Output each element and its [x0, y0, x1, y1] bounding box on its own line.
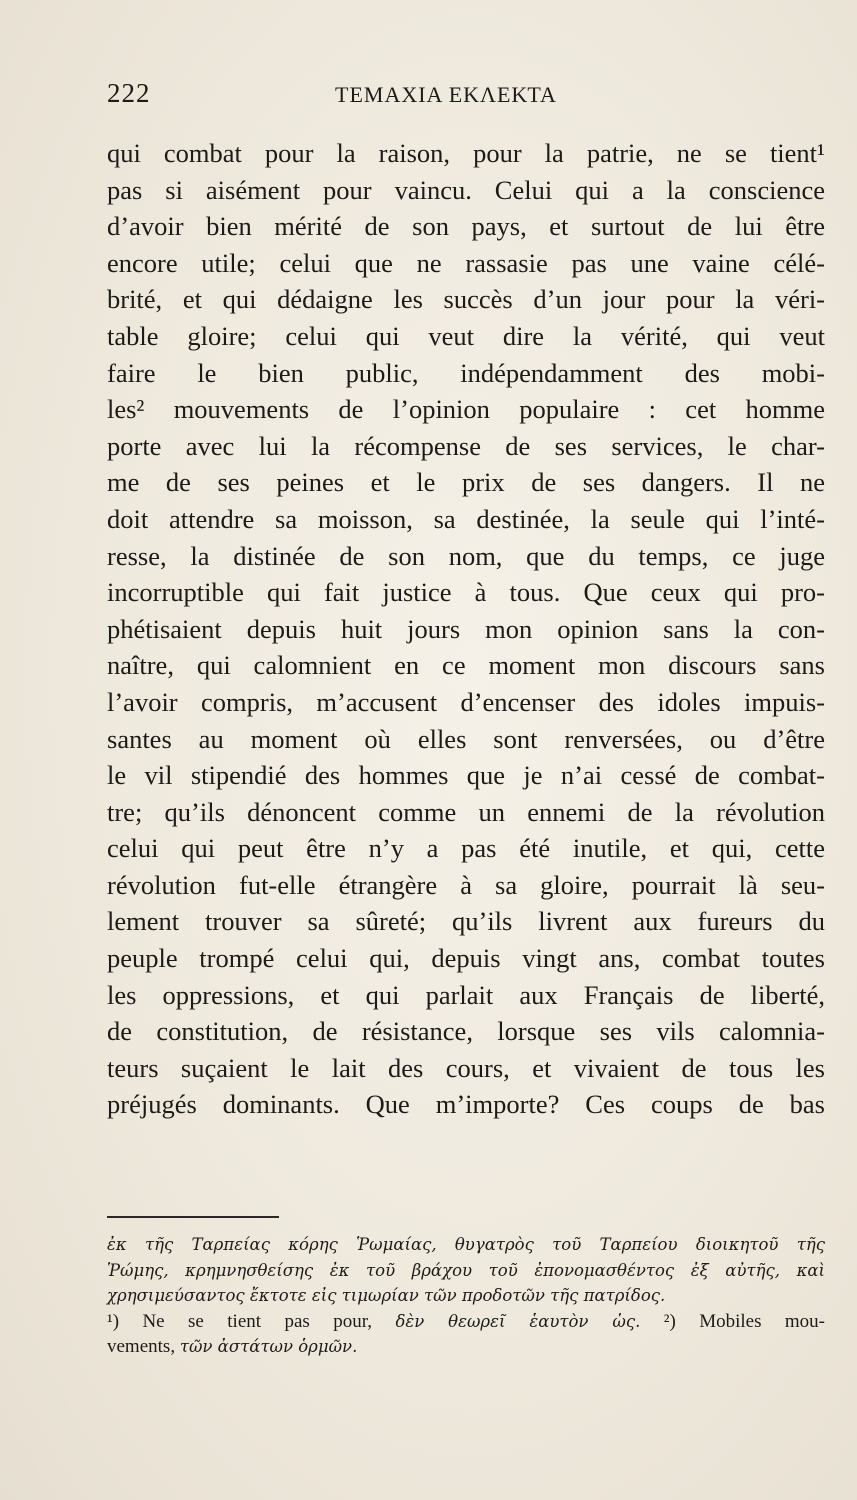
text-line: d’avoir bien mérité de son pays, et surtout de lui être [107, 211, 825, 242]
footnote-greek-line: χρησιμεύσαντος ἔκτοτε εἰς τιμωρίαν τῶν προδοτῶν τῆς πατρίδος. [107, 1286, 666, 1305]
text-line: pas si aisément pour vaincu. Celui qui a la conscience [107, 174, 825, 205]
text-line: brité, et qui dédaigne les succès d’un jour pour la véri- [107, 284, 825, 315]
text-line: tre; qu’ils dénoncent comme un ennemi de la révolution [107, 796, 825, 827]
running-title: ΤΕΜΑΧΙΑ ΕΚΛΕΚΤΑ [335, 82, 557, 107]
text-line: phétisaient depuis huit jours mon opinion sans la con- [107, 613, 825, 644]
text-line: me de ses peines et le prix de ses dangers. Il ne [107, 467, 825, 498]
page-number: 222 [107, 78, 151, 108]
text-line: incorruptible qui fait justice à tous. Que ceux qui pro- [107, 577, 825, 608]
body-text [107, 135, 825, 1123]
text-line: qui combat pour la raison, pour la patrie, ne se tient¹ [107, 138, 825, 168]
footnote-notes-line [107, 1309, 825, 1335]
text-line: le vil stipendié des hommes que je n’ai cessé de combat- [107, 760, 825, 791]
text-line: l’avoir compris, m’accusent d’encenser des idoles impuis- [107, 686, 825, 717]
footnote-notes-line [107, 1334, 825, 1360]
text-line: peuple trompé celui qui, depuis vingt ans, combat toutes [107, 943, 825, 974]
footnote-2-text: Mobiles mou- [699, 1310, 826, 1332]
text-line: porte avec lui la récompense de ses services, le char- [107, 430, 825, 461]
text-line: lement trouver sa sûreté; qu’ils livrent aux fureurs du [107, 906, 825, 937]
text-line: les² mouvements de l’opinion populaire : cet homme [107, 394, 825, 425]
text-line: santes au moment où elles sont renversées, ou d’être [107, 723, 825, 754]
footnote-1-text: Ne se tient pas pour, [142, 1310, 373, 1332]
footnote-greek-line: ἐκ τῆς Ταρπείας κόρης Ῥωμαίας, θυγατρὸς τοῦ Ταρπείου διοικητοῦ τῆς [107, 1235, 825, 1254]
footnote-rule [107, 1216, 279, 1218]
text-line: resse, la distinée de son nom, que du temps, ce juge [107, 540, 825, 571]
text-line: teurs suçaient le lait des cours, et vivaient de tous les [107, 1052, 825, 1083]
text-line: naître, qui calomnient en ce moment mon discours sans [107, 650, 825, 681]
footnote-2-marker: ²) [663, 1310, 676, 1332]
text-line: celui qui peut être n’y a pas été inutile, et qui, cette [107, 833, 825, 864]
text-line: encore utile; celui que ne rassasie pas une vaine célé- [107, 247, 825, 278]
footnote-1-marker: ¹) [107, 1310, 120, 1332]
text-line: table gloire; celui qui veut dire la vérité, qui veut [107, 320, 825, 351]
footnote-greek-line: Ῥώμης, κρημνησθείσης ἐκ τοῦ βράχου τοῦ ἐπονομασθέντος ἐξ αὐτῆς, καὶ [107, 1260, 825, 1280]
text-line: préjugés dominants. Que m’importe? Ces coups de bas [107, 1089, 825, 1120]
footnote-1-greek: δὲν θεωρεῖ ἑαυτὸν ὡς. [395, 1311, 641, 1331]
text-line: faire le bien public, indépendamment des mobi- [107, 357, 825, 388]
text-line: les oppressions, et qui parlait aux Français de liberté, [107, 979, 825, 1010]
text-line: révolution fut-elle étrangère à sa gloire, pourrait là seu- [107, 869, 825, 900]
footnotes [107, 1232, 825, 1360]
footnote-2-greek: τῶν ἀστάτων ὁρμῶν. [179, 1337, 358, 1356]
footnote-2-continuation: vements, [107, 1336, 176, 1357]
text-line: doit attendre sa moisson, sa destinée, la seule qui l’inté- [107, 503, 825, 534]
running-head [107, 78, 825, 118]
text-line: de constitution, de résistance, lorsque ses vils calomnia- [107, 1016, 825, 1047]
